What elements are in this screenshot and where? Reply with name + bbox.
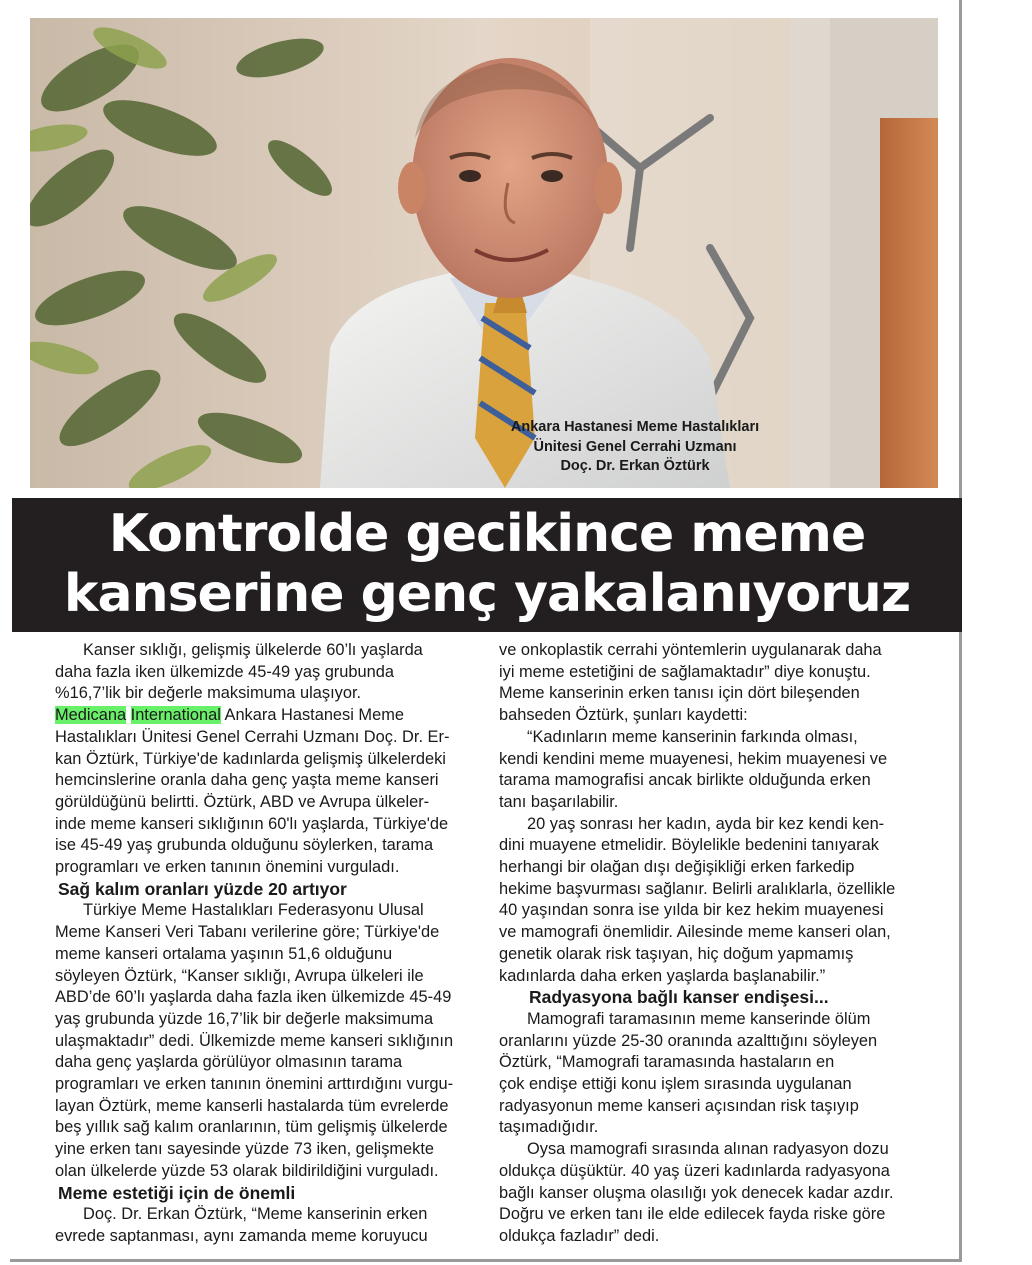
- text-line: daha fazla iken ülkemizde 45-49 yaş grubunda: [55, 662, 394, 681]
- subheading: Sağ kalım oranları yüzde 20 artıyor: [58, 878, 347, 899]
- text-line: ve mamografi önemlidir. Ailesinde meme kanseri olan,: [499, 923, 891, 942]
- text-line: yine erken tanı sayesinde yüzde 73 iken, gelişmekte: [55, 1140, 435, 1159]
- text-line: Kanser sıklığı, gelişmiş ülkelerde 60’lı yaşlarda: [83, 641, 423, 659]
- text-line: tarama mamografisi ancak birlikte olduğunda erken: [499, 771, 871, 790]
- text-line: Meme kanserinin erken tanısı için dört bileşenden: [499, 684, 860, 703]
- text-line: inde meme kanseri sıklığının 60'lı yaşlarda, Türkiye'de: [55, 814, 449, 833]
- highlight-international: International: [130, 706, 221, 725]
- caption-line: Ünitesi Genel Cerrahi Uzmanı: [533, 438, 737, 455]
- text-line: dini muayene etmelidir. Böylelikle bedenini tanıyarak: [499, 836, 879, 855]
- text-line: oldukça düşüktür. 40 yaş üzeri kadınlarda radyasyona: [499, 1161, 890, 1180]
- text-line: herhangi bir olağan dışı değişikliği erken farkedip: [499, 858, 855, 877]
- text-line: ve onkoplastik cerrahi yöntemlerin uygulanarak daha: [499, 641, 882, 659]
- headline: [12, 498, 962, 632]
- text-line: 20 yaş sonrası her kadın, ayda bir kez kendi ken-: [527, 814, 885, 833]
- text-line: kadınlarda daha erken yaşlarda başlanabilir.”: [499, 966, 826, 985]
- text-line: meme kanseri ortalama yaşının 51,6 olduğunu: [55, 944, 393, 963]
- text-line: kan Öztürk, Türkiye'de kadınlarda gelişmiş ülkelerdeki: [55, 749, 446, 768]
- text-line: Hastalıkları Ünitesi Genel Cerrahi Uzmanı Doç. Dr. Er-: [55, 727, 450, 746]
- headline-line: Kontrolde gecikince meme: [108, 504, 866, 564]
- text-line: programları ve erken tanının önemini vurguladı.: [55, 858, 400, 877]
- text-line: bahseden Öztürk, şunları kaydetti:: [499, 706, 748, 725]
- text-line: evrede saptanması, aynı zamanda meme koruyucu: [55, 1226, 428, 1245]
- text-line: 40 yaşından sonra ise yılda bir kez hekim muayenesi: [499, 901, 884, 920]
- subheading: Meme estetiği için de önemli: [58, 1182, 296, 1203]
- text-line: taşımadığıdır.: [499, 1118, 599, 1137]
- text-line: Meme Kanseri Veri Tabanı verilerine göre; Türkiye'de: [55, 923, 440, 942]
- caption-line: Doç. Dr. Erkan Öztürk: [560, 458, 710, 474]
- caption-line: Ankara Hastanesi Meme Hastalıkları: [510, 419, 760, 435]
- text-line: beş yıllık sağ kalım oranlarının, tüm gelişmiş ülkelerde: [55, 1118, 448, 1137]
- text-line: bağlı kanser oluşma olasılığı yok denecek kadar azdır.: [499, 1183, 894, 1202]
- text-line: genetik olarak risk taşıyan, hiç doğum yapmamış: [499, 944, 854, 963]
- text-line: layan Öztürk, meme kanserli hastalarda tüm evrelerde: [55, 1096, 449, 1115]
- text-line: ise 45-49 yaş grubunda olduğunu söylerken, tarama: [55, 836, 434, 855]
- text-line: Oysa mamografi sırasında alınan radyasyon dozu: [527, 1140, 889, 1159]
- text-line: ulaşmaktadır” dedi. Ülkemizde meme kanseri sıklığının: [55, 1031, 454, 1050]
- text-line: “Kadınların meme kanserinin farkında olması,: [527, 727, 858, 746]
- text-line: görüldüğünü belirtti. Öztürk, ABD ve Avrupa ülkeler-: [55, 792, 430, 811]
- text-line: kendi kendini meme muayenesi, hekim muayenesi ve: [499, 749, 888, 768]
- text-line: tanı başarılabilir.: [499, 792, 619, 811]
- text-line: [55, 705, 480, 727]
- text-line: ABD’de 60’lı yaşlarda daha fazla iken ülkemizde 45-49: [55, 988, 452, 1007]
- text-line: Öztürk, “Mamografi taramasında hastaların en: [499, 1053, 835, 1072]
- text-line: programları ve erken tanının önemini arttırdığını vurgu-: [55, 1075, 454, 1094]
- text-line: radyasyonun meme kanseri açısından risk taşıyıp: [499, 1096, 859, 1115]
- subheading: Radyasyona bağlı kanser endişesi...: [529, 987, 829, 1008]
- text-line: söyleyen Öztürk, “Kanser sıklığı, Avrupa ülkeleri ile: [55, 966, 424, 985]
- text-line: Türkiye Meme Hastalıkları Federasyonu Ulusal: [83, 901, 424, 920]
- left-column: [55, 640, 480, 1248]
- text-line: Doç. Dr. Erkan Öztürk, “Meme kanserinin erken: [83, 1205, 428, 1224]
- text-line: oldukça fazladır” dedi.: [499, 1226, 660, 1245]
- text-line: Mamografi taramasının meme kanserinde ölüm: [527, 1009, 871, 1028]
- text-line: Doğru ve erken tanı ile elde edilecek fayda riske göre: [499, 1205, 886, 1224]
- text-line: %16,7’lik bir değerle maksimuma ulaşıyor.: [55, 684, 362, 703]
- text-fragment: Ankara Hastanesi Meme: [220, 706, 404, 725]
- text-line: hekime başvurması sağlanır. Belirli aralıklarla, özellikle: [499, 879, 896, 898]
- highlight-medicana: Medicana: [55, 706, 127, 725]
- text-line: olan ülkelerde yüzde 53 olarak bildirildiğini vurguladı.: [55, 1161, 439, 1180]
- headline-line: kanserine genç yakalanıyoruz: [63, 564, 911, 624]
- text-line: hemcinslerine oranla daha genç yaşta meme kanseri: [55, 771, 439, 790]
- photo-caption: [470, 418, 800, 477]
- right-column: [499, 640, 947, 1248]
- text-line: daha genç yaşlarda görülüyor olmasının tarama: [55, 1053, 403, 1072]
- text-line: iyi meme estetiğini de sağlamaktadır” diye konuştu.: [499, 662, 871, 681]
- text-line: yaş grubunda yüzde 16,7’lik bir değerle maksimuma: [55, 1009, 434, 1028]
- text-line: çok endişe ettiği konu işlem sırasında uygulanan: [499, 1075, 852, 1094]
- text-line: oranlarını yüzde 25-30 oranında azalttığını söyleyen: [499, 1031, 878, 1050]
